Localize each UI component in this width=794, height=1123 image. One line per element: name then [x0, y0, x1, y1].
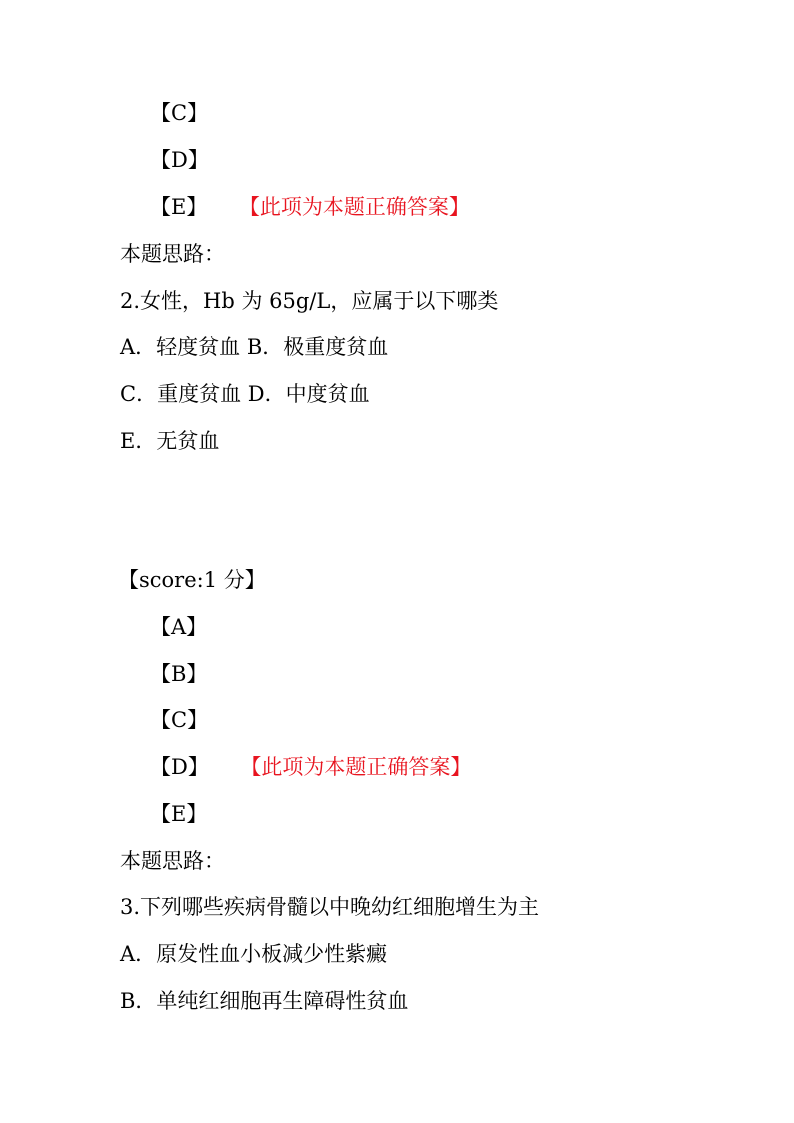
option-d [150, 753, 471, 781]
option-a [150, 613, 207, 641]
choice-line: C．重度贫血 D．中度贫血 [120, 382, 370, 406]
option-d [150, 146, 209, 174]
option-label: 【E】 [150, 195, 208, 219]
option-e [150, 800, 207, 828]
option-label: 【E】 [150, 802, 208, 826]
option-label: 【C】 [150, 708, 209, 732]
option-b [150, 660, 207, 688]
option-c [150, 99, 208, 127]
option-label: 【D】 [150, 755, 209, 779]
question-stem: 3.下列哪些疾病骨髓以中晚幼红细胞增生为主 [120, 895, 540, 919]
score-label: 【score:1 分】 [118, 568, 266, 592]
option-label: 【A】 [150, 615, 208, 639]
choice-line: A．轻度贫血 B．极重度贫血 [120, 335, 389, 359]
choice-line: E．无贫血 [120, 429, 220, 453]
correct-answer-marker: 【此项为本题正确答案】 [249, 195, 470, 219]
explanation-label: 本题思路： [120, 849, 225, 873]
option-label: 【B】 [150, 662, 208, 686]
question-stem: 2.女性，Hb 为 65g/L，应属于以下哪类 [120, 289, 499, 313]
option-label: 【C】 [150, 101, 209, 125]
option-label: 【D】 [150, 148, 209, 172]
option-c [150, 706, 208, 734]
correct-answer-marker: 【此项为本题正确答案】 [250, 755, 472, 779]
choice-line: A．原发性血小板减少性紫癜 [120, 942, 388, 966]
explanation-label: 本题思路： [120, 242, 225, 266]
option-e [150, 193, 470, 221]
choice-line: B．单纯红细胞再生障碍性贫血 [120, 989, 409, 1013]
